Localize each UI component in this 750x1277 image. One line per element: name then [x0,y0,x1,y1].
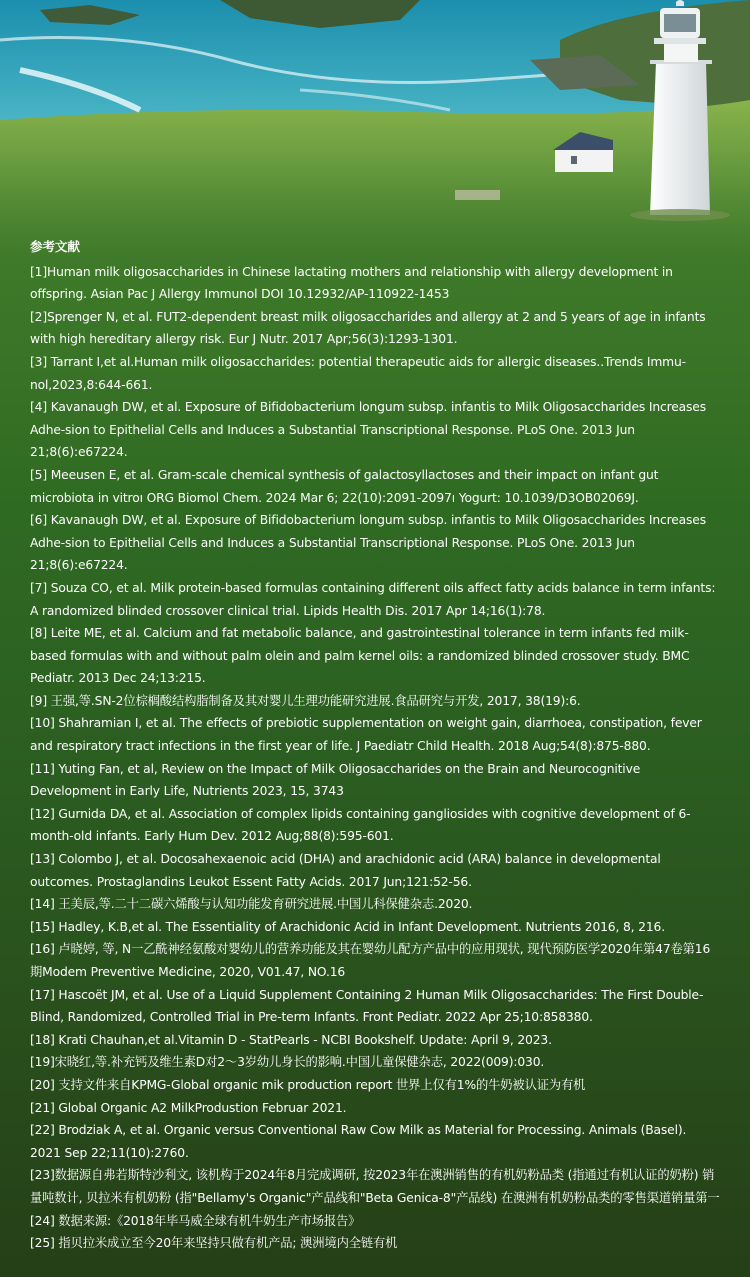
reference-item: [15] Hadley, K.B,et al. The Essentiality of Arachidonic Acid in Infant Development. Nutrients 2016, 8, 216. [30,919,665,934]
reference-item: [5] Meeusen E, et al. Gram-scale chemical synthesis of galactosyllactoses and their impact on infant gut microbiota in vitroı ORG Biomol Chem. 2024 Mar 6; 22(10):2091-2097ı Yogurt: 10.1039/D3OB02069J. [30,467,659,505]
reference-item: [14] 王美辰,等.二十二碳六烯酸与认知功能发育研究进展.中国儿科保健杂志.2020. [30,897,473,912]
references-section [30,236,720,1255]
reference-item: [6] Kavanaugh DW, et al. Exposure of Bifidobacterium longum subsp. infantis to Milk Oligosaccharides Increases Adhe-sion to Epithelial Cells and Induces a Substantial Transcriptional Response. PLoS One. 2013 Jun 21;8(6):e67224. [30,513,706,573]
reference-item: [11] Yuting Fan, et al, Review on the Impact of Milk Oligosaccharides on the Brain and Neurocognitive Development in Early Life, Nutrients 2023, 15, 3743 [30,761,641,799]
reference-item: [18] Krati Chauhan,et al.Vitamin D - StatPearls - NCBI Bookshelf. Update: April 9, 2023. [30,1032,552,1047]
reference-item: [2]Sprenger N, et al. FUT2-dependent breast milk oligosaccharides and allergy at 2 and 5 years of age in infants with high hereditary allergy risk. Eur J Nutr. 2017 Apr;56(3):1293-1301. [30,309,706,347]
reference-item: [10] Shahramian I, et al. The effects of prebiotic supplementation on weight gain, diarrhoea, constipation, fever and respiratory tract infections in the first year of life. J Paediatr Child Health. 2018 Aug;54(8):875-880. [30,716,702,754]
reference-item: [25] 指贝拉米成立至今20年来坚持只做有机产品; 澳洲境内全链有机 [30,1236,398,1251]
reference-item: [13] Colombo J, et al. Docosahexaenoic acid (DHA) and arachidonic acid (ARA) balance in developmental outcomes. Prostaglandins Leukot Essent Fatty Acids. 2017 Jun;121:52-56. [30,852,661,889]
reference-item: [8] Leite ME, et al. Calcium and fat metabolic balance, and gastrointestinal tolerance in term infants fed milk-based formulas with and without palm olein and palm kernel oils: a randomized blinded crossover study. BMC Pediatr. 2013 Dec 24;13:215. [30,626,690,686]
reference-item: [9] 王强,等.SN-2位棕榈酸结构脂制备及其对婴儿生理功能研究进展.食品研究与开发, 2017, 38(19):6. [30,693,581,708]
reference-item: [3] Tarrant I,et al.Human milk oligosaccharides: potential therapeutic aids for allergic diseases..Trends Immu-nol,2023,8:644-661. [30,354,686,392]
reference-item: [4] Kavanaugh DW, et al. Exposure of Bifidobacterium longum subsp. infantis to Milk Oligosaccharides Increases Adhe-sion to Epithelial Cells and Induces a Substantial Transcriptional Response. PLoS One. 2013 Jun 21;8(6):e67224. [30,400,706,460]
reference-item: [7] Souza CO, et al. Milk protein-based formulas containing different oils affect fatty acids balance in term infants: A randomized blinded crossover clinical trial. Lipids Health Dis. 2017 Apr 14;16(1):78. [30,580,716,618]
reference-item: [17] Hascoët JM, et al. Use of a Liquid Supplement Containing 2 Human Milk Oligosaccharides: The First Double-Blind, Randomized, Controlled Trial in Pre-term Infants. Front Pediatr. 2022 Apr 25;10:858380. [30,987,704,1025]
reference-item: [19]宋晓红,等.补充钙及维生素D对2～3岁幼儿身长的影响.中国儿童保健杂志, 2022(009):030. [30,1055,545,1070]
reference-item: [12] Gurnida DA, et al. Association of complex lipids containing gangliosides with cognitive development of 6-month-old infants. Early Hum Dev. 2012 Aug;88(8):595-601. [30,806,691,844]
reference-item: [23]数据源自弗若斯特沙利文, 该机构于2024年8月完成调研, 按2023年在澳洲销售的有机奶粉品类 (指通过有机认证的奶粉) 销量吨数计, 贝拉米有机奶粉 (指"Bellamy's Organic"产品线和"Beta Genica-8"产品线) 在澳洲有机奶粉品类的零售渠道销量第一 [30,1168,720,1205]
reference-item: [22] Brodziak A, et al. Organic versus Conventional Raw Cow Milk as Material for Processing. Animals (Basel). 2021 Sep 22;11(10):2760. [30,1123,687,1160]
reference-item: [24] 数据来源:《2018年毕马威全球有机牛奶生产市场报告》 [30,1213,361,1228]
coastal-landscape-image [0,0,750,260]
reference-item: [20] 支持文件来自KPMG-Global organic mik production report 世界上仅有1%的牛奶被认证为有机 [30,1077,586,1092]
reference-item: [16] 卢晓婷, 等, N一乙酰神经氨酸对婴幼儿的营养功能及其在婴幼儿配方产品中的应用现状, 现代预防医学2020年第47卷第16期Modem Preventive Medicine, 2020, V01.47, NO.16 [30,942,711,979]
references-heading: 参考文献 [30,239,80,254]
reference-item: [21] Global Organic A2 MilkProdustion Februar 2021. [30,1100,347,1115]
reference-item: [1]Human milk oligosaccharides in Chinese lactating mothers and relationship with allergy development in offspring. Asian Pac J Allergy Immunol DOI 10.12932/AP-110922-1453 [30,264,673,302]
